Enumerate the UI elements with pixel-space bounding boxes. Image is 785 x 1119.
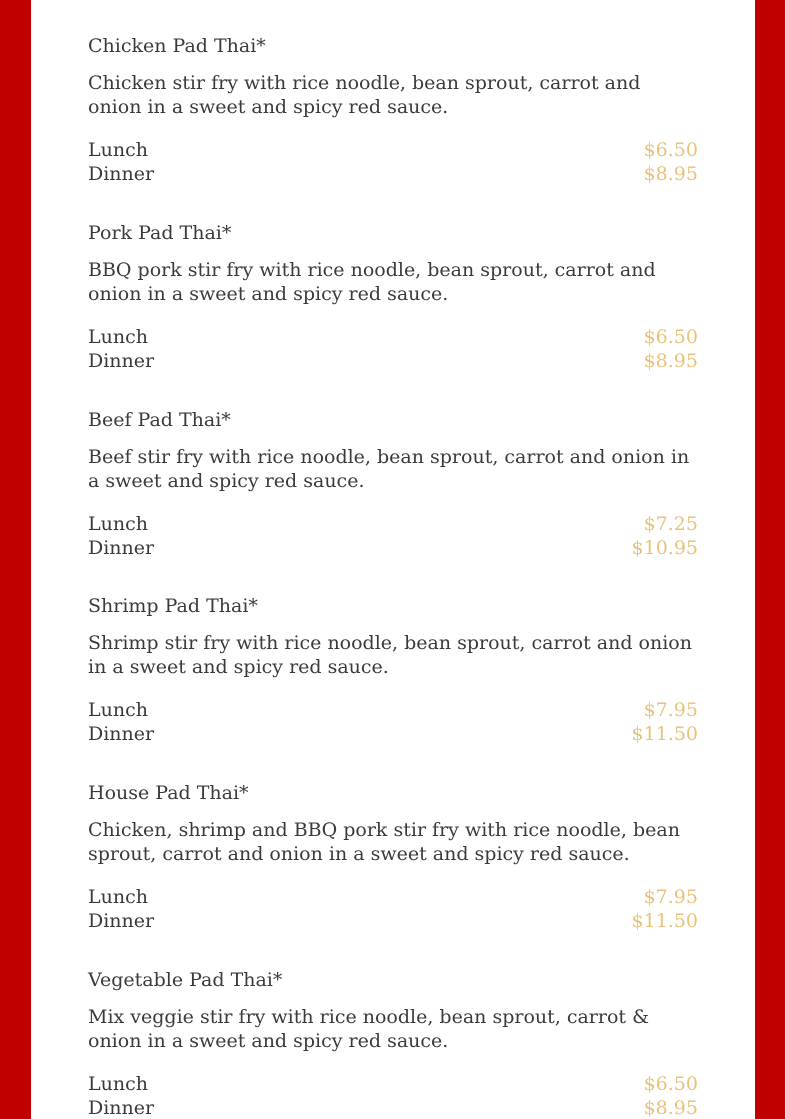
lunch-label: Lunch [88,139,148,161]
dinner-price: $11.50 [631,723,698,746]
dinner-price-row [88,1096,698,1119]
dinner-label: Dinner [88,910,155,933]
menu-item-vegetable-pad-thai [88,967,698,1119]
lunch-price-row [88,885,698,909]
lunch-price: $7.95 [643,886,698,909]
dinner-price: $10.95 [631,536,698,559]
item-description: BBQ pork stir fry with rice noodle, bean sprout, carrot and onion in a sweet and spicy red sauce. [88,258,656,305]
dinner-label: Dinner [88,349,155,372]
dinner-price: $8.95 [643,1096,698,1119]
lunch-price: $7.95 [643,699,698,722]
lunch-label: Lunch [88,699,148,722]
menu-item-beef-pad-thai [88,407,698,594]
lunch-price-row [88,512,698,536]
pad-thai-menu-list [88,33,698,1119]
lunch-price-row [88,1072,698,1096]
price-list [88,1072,698,1119]
item-name: Chicken Pad Thai* [88,35,266,57]
dinner-label: Dinner [88,723,155,746]
item-description: Beef stir fry with rice noodle, bean sprout, carrot and onion in a sweet and spicy red sauce. [88,445,690,492]
dinner-label: Dinner [88,536,155,559]
menu-item-house-pad-thai [88,780,698,967]
menu-item-pork-pad-thai [88,220,698,407]
dinner-price-row [88,722,698,746]
dinner-price: $11.50 [631,910,698,933]
lunch-price: $6.50 [643,325,698,348]
item-name: Vegetable Pad Thai* [88,968,283,991]
lunch-price: $6.50 [643,139,698,161]
dinner-label: Dinner [88,1096,155,1119]
lunch-label: Lunch [88,1072,148,1095]
item-name: House Pad Thai* [88,782,249,805]
dinner-price-row [88,909,698,933]
dinner-price: $8.95 [643,349,698,372]
lunch-price-row [88,698,698,722]
item-description: Mix veggie stir fry with rice noodle, bean sprout, carrot & onion in a sweet and spicy red sauce. [88,1005,649,1052]
item-name: Pork Pad Thai* [88,221,232,244]
item-name: Shrimp Pad Thai* [88,595,258,618]
price-list [88,885,698,933]
lunch-label: Lunch [88,886,148,909]
lunch-price-row [88,325,698,349]
menu-item-shrimp-pad-thai [88,593,698,780]
price-list [88,512,698,560]
price-list [88,325,698,373]
lunch-price-row [88,138,698,162]
menu-page [31,0,755,1119]
dinner-price-row [88,349,698,373]
dinner-price-row [88,536,698,560]
item-description: Chicken stir fry with rice noodle, bean sprout, carrot and onion in a sweet and spicy red sauce. [88,72,641,118]
lunch-price: $6.50 [643,1072,698,1095]
lunch-label: Lunch [88,512,148,535]
lunch-price: $7.25 [643,512,698,535]
price-list [88,698,698,746]
lunch-label: Lunch [88,325,148,348]
item-name: Beef Pad Thai* [88,408,231,431]
dinner-price-row [88,162,698,186]
item-description: Chicken, shrimp and BBQ pork stir fry with rice noodle, bean sprout, carrot and onion in a sweet and spicy red sauce. [88,819,680,866]
menu-item-chicken-pad-thai [88,33,698,220]
price-list [88,138,698,186]
dinner-price: $8.95 [643,163,698,185]
dinner-label: Dinner [88,163,155,185]
item-description: Shrimp stir fry with rice noodle, bean sprout, carrot and onion in a sweet and spicy red sauce. [88,632,692,679]
